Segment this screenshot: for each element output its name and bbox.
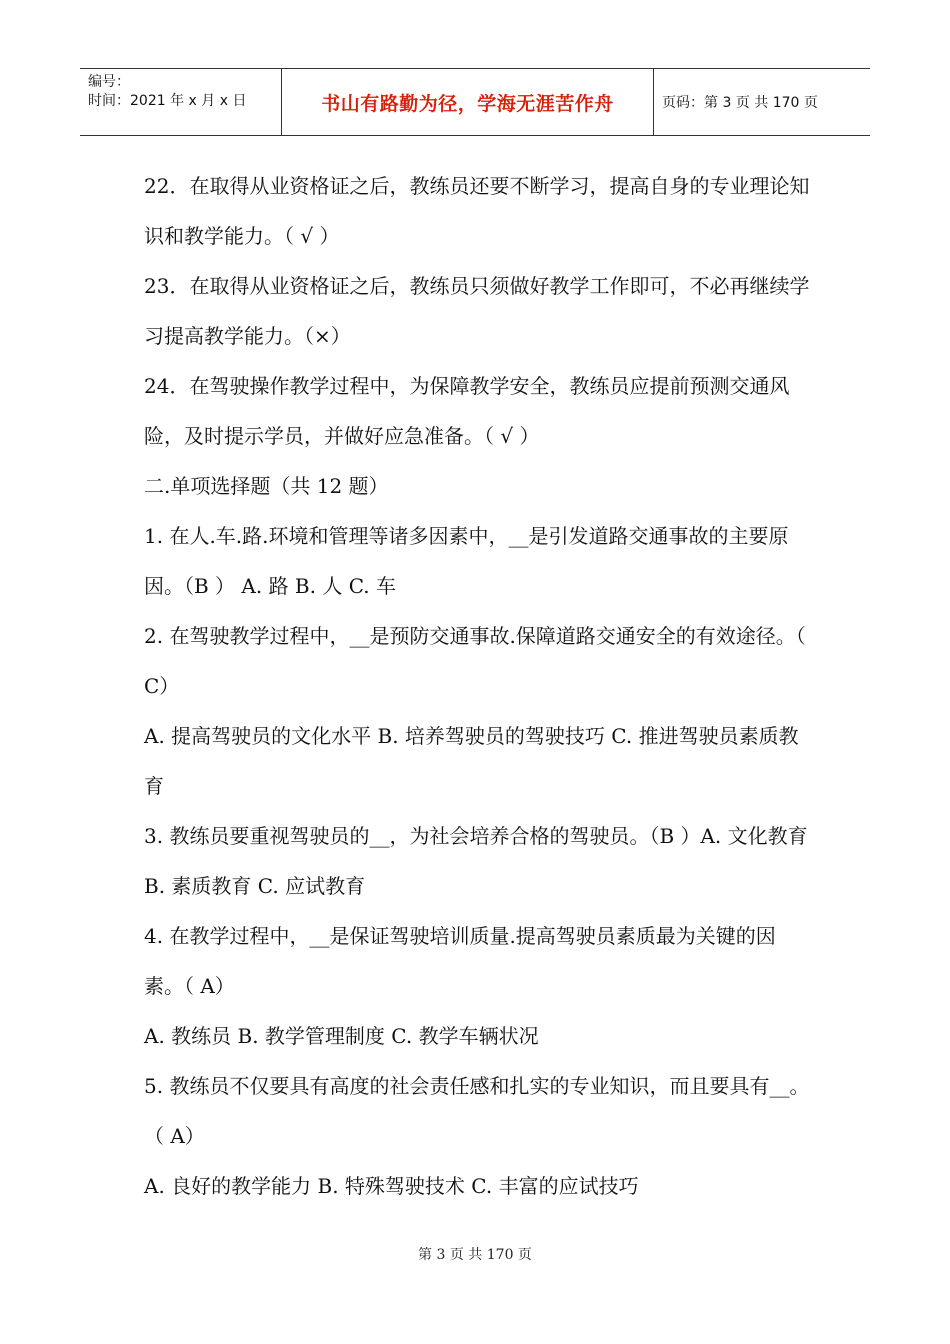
choice-question-4: 4. 在教学过程中，__是保证驾驶培训质量.提高驾驶员素质最为关键的因素。（ A）: [144, 924, 776, 998]
question-23: 23．在取得从业资格证之后，教练员只须做好教学工作即可，不必再继续学习提高教学能力。（×）: [144, 274, 810, 348]
question-24: 24．在驾驶操作教学过程中，为保障教学安全，教练员应提前预测交通风险，及时提示学员，并做好应急准备。（ √ ）: [144, 374, 790, 448]
choice-question-5: 5. 教练员不仅要具有高度的社会责任感和扎实的专业知识，而且要具有__。（ A）: [144, 1074, 810, 1148]
choice-question-4-options: A. 教练员 B. 教学管理制度 C. 教学车辆状况: [144, 1024, 539, 1048]
document-body: [144, 161, 814, 1211]
header-motto: 书山有路勤为径，学海无涯苦作舟: [282, 69, 654, 135]
choice-question-5-options: A. 良好的教学能力 B. 特殊驾驶技术 C. 丰富的应试技巧: [144, 1174, 639, 1198]
page-footer: 第 3 页 共 170 页: [418, 1247, 532, 1263]
choice-question-2-options: A. 提高驾驶员的文化水平 B. 培养驾驶员的驾驶技巧 C. 推进驾驶员素质教育: [144, 724, 799, 798]
choice-question-3: 3. 教练员要重视驾驶员的__，为社会培养合格的驾驶员。（B ）A. 文化教育 B. 素质教育 C. 应试教育: [144, 824, 808, 898]
document-number-label: 编号：: [88, 74, 130, 90]
header-page-info: 页码：第 3 页 共 170 页: [662, 95, 818, 111]
header-meta: [80, 69, 282, 135]
choice-question-1: 1. 在人.车.路.环境和管理等诸多因素中，__是引发道路交通事故的主要原因。（B ） A. 路 B. 人 C. 车: [144, 524, 789, 598]
document-date: 时间：2021 年 x 月 x 日: [88, 93, 247, 109]
section-heading: 二.单项选择题（共 12 题）: [144, 474, 389, 498]
choice-question-2: 2. 在驾驶教学过程中，__是预防交通事故.保障道路交通安全的有效途径。（ C）: [144, 624, 806, 698]
page-header: [80, 68, 870, 136]
question-22: 22．在取得从业资格证之后，教练员还要不断学习，提高自身的专业理论知识和教学能力。（ √ ）: [144, 174, 810, 248]
